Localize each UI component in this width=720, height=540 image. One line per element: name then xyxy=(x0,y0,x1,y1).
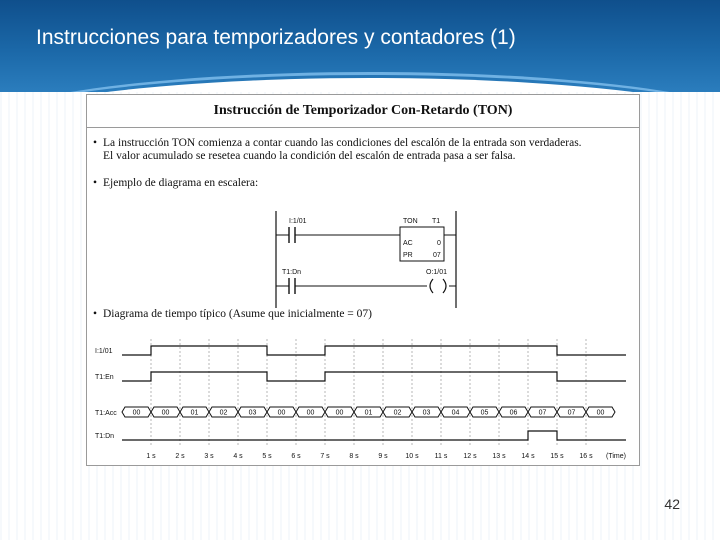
bullet-ladder-example: • Ejemplo de diagrama en escalera: xyxy=(93,177,259,189)
header-banner xyxy=(0,0,720,92)
ton-timer-tag: T1 xyxy=(432,218,441,225)
timing-diagram xyxy=(87,325,639,465)
rung-2-contact-label: T1:Dn xyxy=(282,269,302,276)
time-label-11: 12 s xyxy=(463,453,477,460)
signal-label-3: T1:Dn xyxy=(95,433,115,440)
acc-value-2: 01 xyxy=(190,409,199,417)
time-label-8: 9 s xyxy=(378,453,388,460)
time-label-1: 2 s xyxy=(175,453,185,460)
acc-value-5: 00 xyxy=(277,409,286,417)
time-label-4: 5 s xyxy=(262,453,272,460)
time-label-16: (Time) xyxy=(606,453,626,460)
acc-value-1: 00 xyxy=(161,409,170,417)
signal-label-1: T1:En xyxy=(95,374,114,381)
time-label-10: 11 s xyxy=(434,453,448,460)
time-label-12: 13 s xyxy=(492,453,506,460)
acc-value-4: 03 xyxy=(248,409,257,417)
acc-value-12: 05 xyxy=(480,409,489,417)
page-number: 42 xyxy=(664,496,680,512)
coil-label: O:1/01 xyxy=(426,269,448,276)
time-label-9: 10 s xyxy=(405,453,419,460)
time-label-2: 3 s xyxy=(204,453,214,460)
time-label-7: 8 s xyxy=(349,453,359,460)
time-label-13: 14 s xyxy=(521,453,535,460)
acc-value-11: 04 xyxy=(451,409,460,417)
acc-value-9: 02 xyxy=(393,409,402,417)
coil-left-arc xyxy=(430,279,433,293)
acc-value-8: 01 xyxy=(364,409,373,417)
acc-value-10: 03 xyxy=(422,409,431,417)
acc-value-16: 00 xyxy=(596,409,605,417)
bullet-2-text: Ejemplo de diagrama en escalera: xyxy=(103,177,259,189)
bullet-3-text: Diagrama de tiempo típico (Asume que inicialmente = 07) xyxy=(103,308,372,320)
acc-value-15: 07 xyxy=(567,409,576,417)
ton-block-label: TON xyxy=(403,218,418,225)
acc-value-7: 00 xyxy=(335,409,344,417)
bullet-ton-description: • La instrucción TON comienza a contar cuando las condiciones del escalón de la entrada son verdaderas. El valor acumulado se resetea cuando la condición del escalón de entrada pasa a ser falsa. xyxy=(93,137,582,162)
wave-input xyxy=(122,346,626,355)
acc-value-13: 06 xyxy=(509,409,518,417)
acc-value-0: 00 xyxy=(132,409,141,417)
ton-pr-label: PR xyxy=(403,252,413,259)
acc-value-6: 00 xyxy=(306,409,315,417)
figure-title: Instrucción de Temporizador Con-Retardo (TON) xyxy=(213,103,513,118)
time-label-0: 1 s xyxy=(146,453,156,460)
signal-label-0: I:1/01 xyxy=(95,348,113,355)
ton-ac-label: AC xyxy=(403,240,413,247)
signal-label-2: T1:Acc xyxy=(95,410,117,417)
acc-value-14: 07 xyxy=(538,409,547,417)
time-label-14: 15 s xyxy=(550,453,564,460)
time-label-3: 4 s xyxy=(233,453,243,460)
bullet-1-line-2: El valor acumulado se resetea cuando la condición del escalón de entrada pasa a ser falsa. xyxy=(103,150,516,162)
bullet-timing-diagram: • Diagrama de tiempo típico (Asume que inicialmente = 07) xyxy=(93,308,372,320)
wave-done xyxy=(122,431,626,440)
ton-figure xyxy=(86,94,640,466)
acc-value-3: 02 xyxy=(219,409,228,417)
wave-enable xyxy=(122,372,626,381)
slide-title: Instrucciones para temporizadores y contadores (1) xyxy=(36,26,516,49)
figure-header xyxy=(87,95,639,128)
ton-ac-value: 0 xyxy=(437,240,441,247)
bullet-1-line-1: La instrucción TON comienza a contar cuando las condiciones del escalón de la entrada son verdaderas. xyxy=(103,137,582,149)
coil-right-arc xyxy=(443,279,446,293)
rung-1-contact-label: I:1/01 xyxy=(289,218,307,225)
time-label-5: 6 s xyxy=(291,453,301,460)
time-label-6: 7 s xyxy=(320,453,330,460)
ladder-diagram xyxy=(267,203,467,308)
time-label-15: 16 s xyxy=(579,453,593,460)
ton-pr-value: 07 xyxy=(433,252,441,259)
